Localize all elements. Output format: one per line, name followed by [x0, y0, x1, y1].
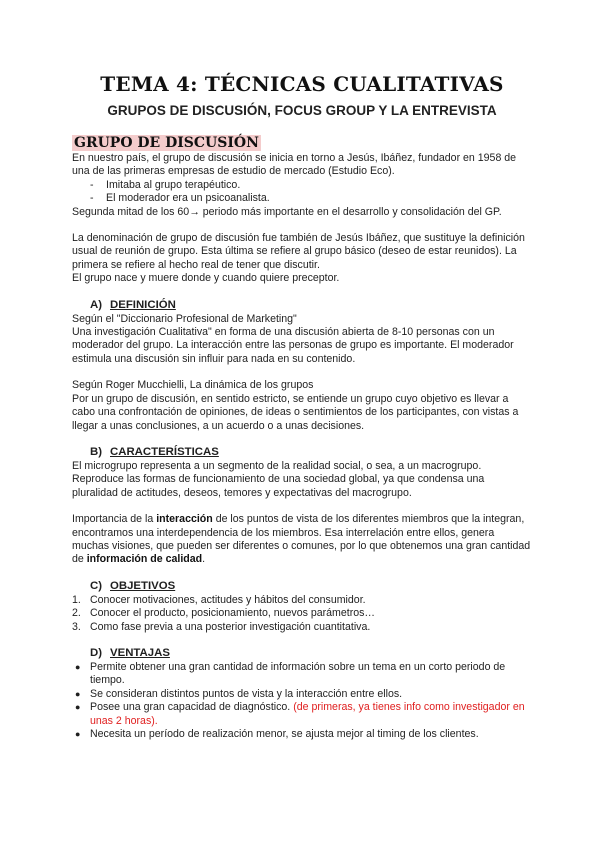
- subsection-letter: C): [90, 579, 103, 592]
- bold-informacion-calidad: información de calidad: [86, 553, 203, 566]
- advantages-list: [72, 661, 532, 741]
- subsection-letter: D): [90, 646, 103, 659]
- group-born-paragraph: El grupo nace y muere donde y cuando quiere preceptor.: [72, 272, 340, 285]
- subsection-title: DEFINICIÓN: [110, 298, 176, 311]
- objectives-list: [72, 594, 532, 634]
- bullet-icon: ●: [75, 688, 81, 699]
- objective-item: 2. Conocer el producto, posicionamiento, nuevos parámetros…: [72, 607, 376, 620]
- characteristics-text-1: El microgrupo representa a un segmento de la realidad social, o sea, a un macrogrupo. Reproduce las formas de funcionamiento de una sociedad global, ya que condensa una pluralidad de actitudes, deseos, temores y expectativas del macrogrupo.: [72, 459, 485, 499]
- advantage-item: ● Posee una gran capacidad de diagnóstico. (de primeras, ya tienes info como investigador en unas 2 horas).: [75, 701, 525, 727]
- subsection-title: OBJETIVOS: [110, 579, 176, 592]
- subsection-heading: [72, 446, 532, 458]
- definition-text-2: Por un grupo de discusión, en sentido estricto, se entiende un grupo cuyo objetivo es llevar a cabo una confrontación de opiniones, de ideas o sentimientos de los participantes, con vistas a llegar a unas conclusiones, a un acuerdo o a unas decisiones.: [72, 392, 519, 432]
- bullet-icon: ●: [75, 729, 81, 739]
- objective-item: 3. Como fase previa a una posterior investigación cuantitativa.: [72, 620, 371, 633]
- subsection-heading: [72, 647, 532, 659]
- definition-text-1: Una investigación Cualitativa" en forma de una discusión abierta de 8-10 personas con un moderador del grupo. La interacción entre las personas de grupo es importante. El moderador estimula una discusión sin influir para nada en su contenido.: [72, 326, 514, 365]
- subsection-objetivos: [72, 580, 532, 634]
- advantage-item: ● Permite obtener una gran cantidad de información sobre un tema en un corto periodo de tiempo.: [75, 660, 506, 687]
- subsection-letter: A): [90, 298, 103, 311]
- document-title: TEMA 4: TÉCNICAS CUALITATIVAS: [100, 72, 504, 96]
- advantage-item: ● Se consideran distintos puntos de vista y la interacción entre ellos.: [75, 687, 403, 700]
- subsection-title: VENTAJAS: [110, 646, 170, 659]
- document-subtitle: GRUPOS DE DISCUSIÓN, FOCUS GROUP Y LA ENTREVISTA: [107, 103, 497, 118]
- bold-interaccion: interacción: [156, 513, 213, 526]
- red-note: (de primeras, ya tienes info como investigador en unas 2 horas).: [90, 701, 525, 727]
- subsection-definicion: [72, 299, 532, 433]
- subsection-caracteristicas: [72, 446, 532, 567]
- bullet-icon: ●: [75, 702, 81, 713]
- second-half-paragraph: Segunda mitad de los 60→ periodo más importante en el desarrollo y consolidación del GP.: [72, 205, 502, 218]
- characteristics-text-2: Importancia de la interacción de los puntos de vista de los diferentes miembros que la integran, encontramos una interdependencia de los miembros. Esa interrelación entre ellos, genera muchas visiones, que pueden ser diferentes o comunes, por lo que obtenemos una gran cantidad de información de calidad.: [72, 513, 531, 566]
- bullet-icon: ●: [75, 661, 81, 672]
- subsection-ventajas: [72, 647, 532, 741]
- dash-list-item: - Imitaba al grupo terapéutico.: [72, 179, 532, 192]
- subsection-heading: [72, 299, 532, 311]
- intro-paragraph: En nuestro país, el grupo de discusión se inicia en torno a Jesús, Ibáñez, fundador en 1958 de una de las primeras empresas de estudio de mercado (Estudio Eco).: [72, 152, 517, 178]
- dash-list-item: - El moderador era un psicoanalista.: [72, 192, 532, 205]
- section-grupo-discusion: [72, 134, 532, 286]
- section-heading: GRUPO DE DISCUSIÓN: [74, 135, 259, 151]
- subsection-letter: B): [90, 445, 103, 458]
- document-page: [72, 72, 532, 741]
- subsection-heading: [72, 580, 532, 592]
- definition-source-2: Según Roger Mucchielli, La dinámica de los grupos: [72, 379, 314, 392]
- subsection-title: CARACTERÍSTICAS: [110, 445, 219, 458]
- objective-item: 1. Conocer motivaciones, actitudes y hábitos del consumidor.: [72, 593, 366, 606]
- denomination-paragraph: La denominación de grupo de discusión fue también de Jesús Ibáñez, que sustituye la definición usual de reunión de grupo. Esta última se refiere al grupo básico (deseo de estar reunidos). La primera se refiere al hecho real de tener que discutir.: [72, 232, 525, 271]
- definition-source-1: Según el "Diccionario Profesional de Marketing": [72, 312, 297, 325]
- dash-list: [72, 179, 532, 206]
- advantage-item: ● Necesita un período de realización menor, se ajusta mejor al timing de los clientes.: [75, 728, 479, 740]
